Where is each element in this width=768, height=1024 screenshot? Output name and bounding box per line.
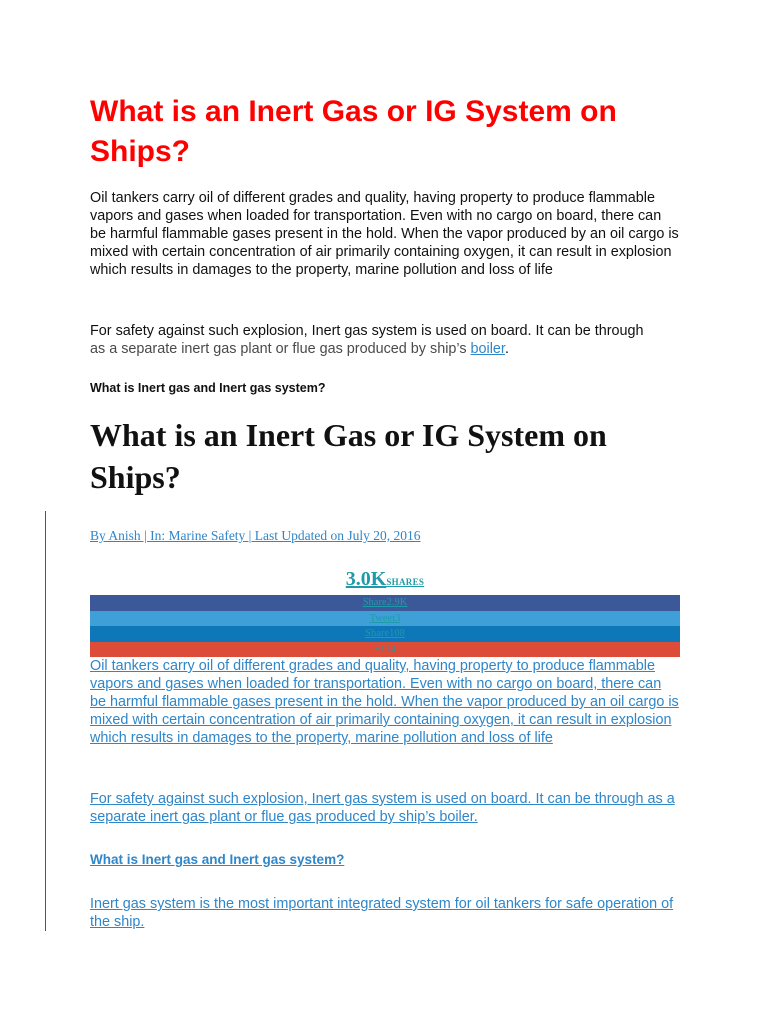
embedded-paragraph-link-3[interactable]: Inert gas system is the most important integrated system for oil tankers for safe operation of the ship.	[90, 896, 674, 930]
boiler-link[interactable]: boiler	[470, 341, 505, 357]
embedded-subheading-link[interactable]: What is Inert gas and Inert gas system?	[90, 852, 345, 867]
intro-paragraph: Oil tankers carry oil of different grades and quality, having property to produce flammable vapors and gases when loaded for transportation. Even with no cargo on board, there can be harmful flammable gases present in the hold. When the vapor produced by an oil cargo is mixed with certain concentration of air primarily containing oxygen, it can result in explosion which results in damages to the property, marine pollution and loss of life	[90, 190, 679, 278]
google-plus-button[interactable]: +114	[90, 642, 680, 658]
embedded-paragraph-link-2[interactable]: For safety against such explosion, Inert gas system is used on board. It can be through as a separate inert gas plant or flue gas produced by ship’s boiler.	[90, 791, 675, 825]
twitter-tweet-button[interactable]: Tweet3	[90, 611, 680, 627]
byline-link[interactable]: By Anish | In: Marine Safety | Last Updated on July 20, 2016	[90, 528, 421, 543]
safety-paragraph	[90, 322, 680, 358]
safety-paragraph-end: as a separate inert gas plant or flue gas produced by ship’s	[90, 341, 467, 357]
facebook-share-button[interactable]: Share2.9K	[90, 595, 680, 611]
page-title: What is an Inert Gas or IG System on Ships?	[90, 95, 617, 168]
share-count: 3.0K	[345, 568, 387, 590]
share-buttons	[90, 595, 680, 657]
linkedin-share-button[interactable]: Share108	[90, 626, 680, 642]
margin-rule	[45, 511, 46, 931]
share-counter[interactable]	[90, 568, 680, 591]
section-subheading: What is Inert gas and Inert gas system?	[90, 381, 326, 395]
embedded-paragraph-link-1[interactable]: Oil tankers carry oil of different grades and quality, having property to produce flammable vapors and gases when loaded for transportation. Even with no cargo on board, there can be harmful flammable gases present in the hold. When the vapor produced by an oil cargo is mixed with certain concentration of air primarily containing oxygen, it can result in explosion which results in damages to the property, marine pollution and loss of life	[90, 658, 679, 746]
safety-paragraph-start: For safety against such explosion, Inert gas system is used on board. It can be through	[90, 323, 644, 339]
share-label: SHARES	[386, 577, 425, 587]
embedded-article-title: What is an Inert Gas or IG System on Ships?	[90, 417, 607, 495]
period: .	[504, 341, 509, 357]
